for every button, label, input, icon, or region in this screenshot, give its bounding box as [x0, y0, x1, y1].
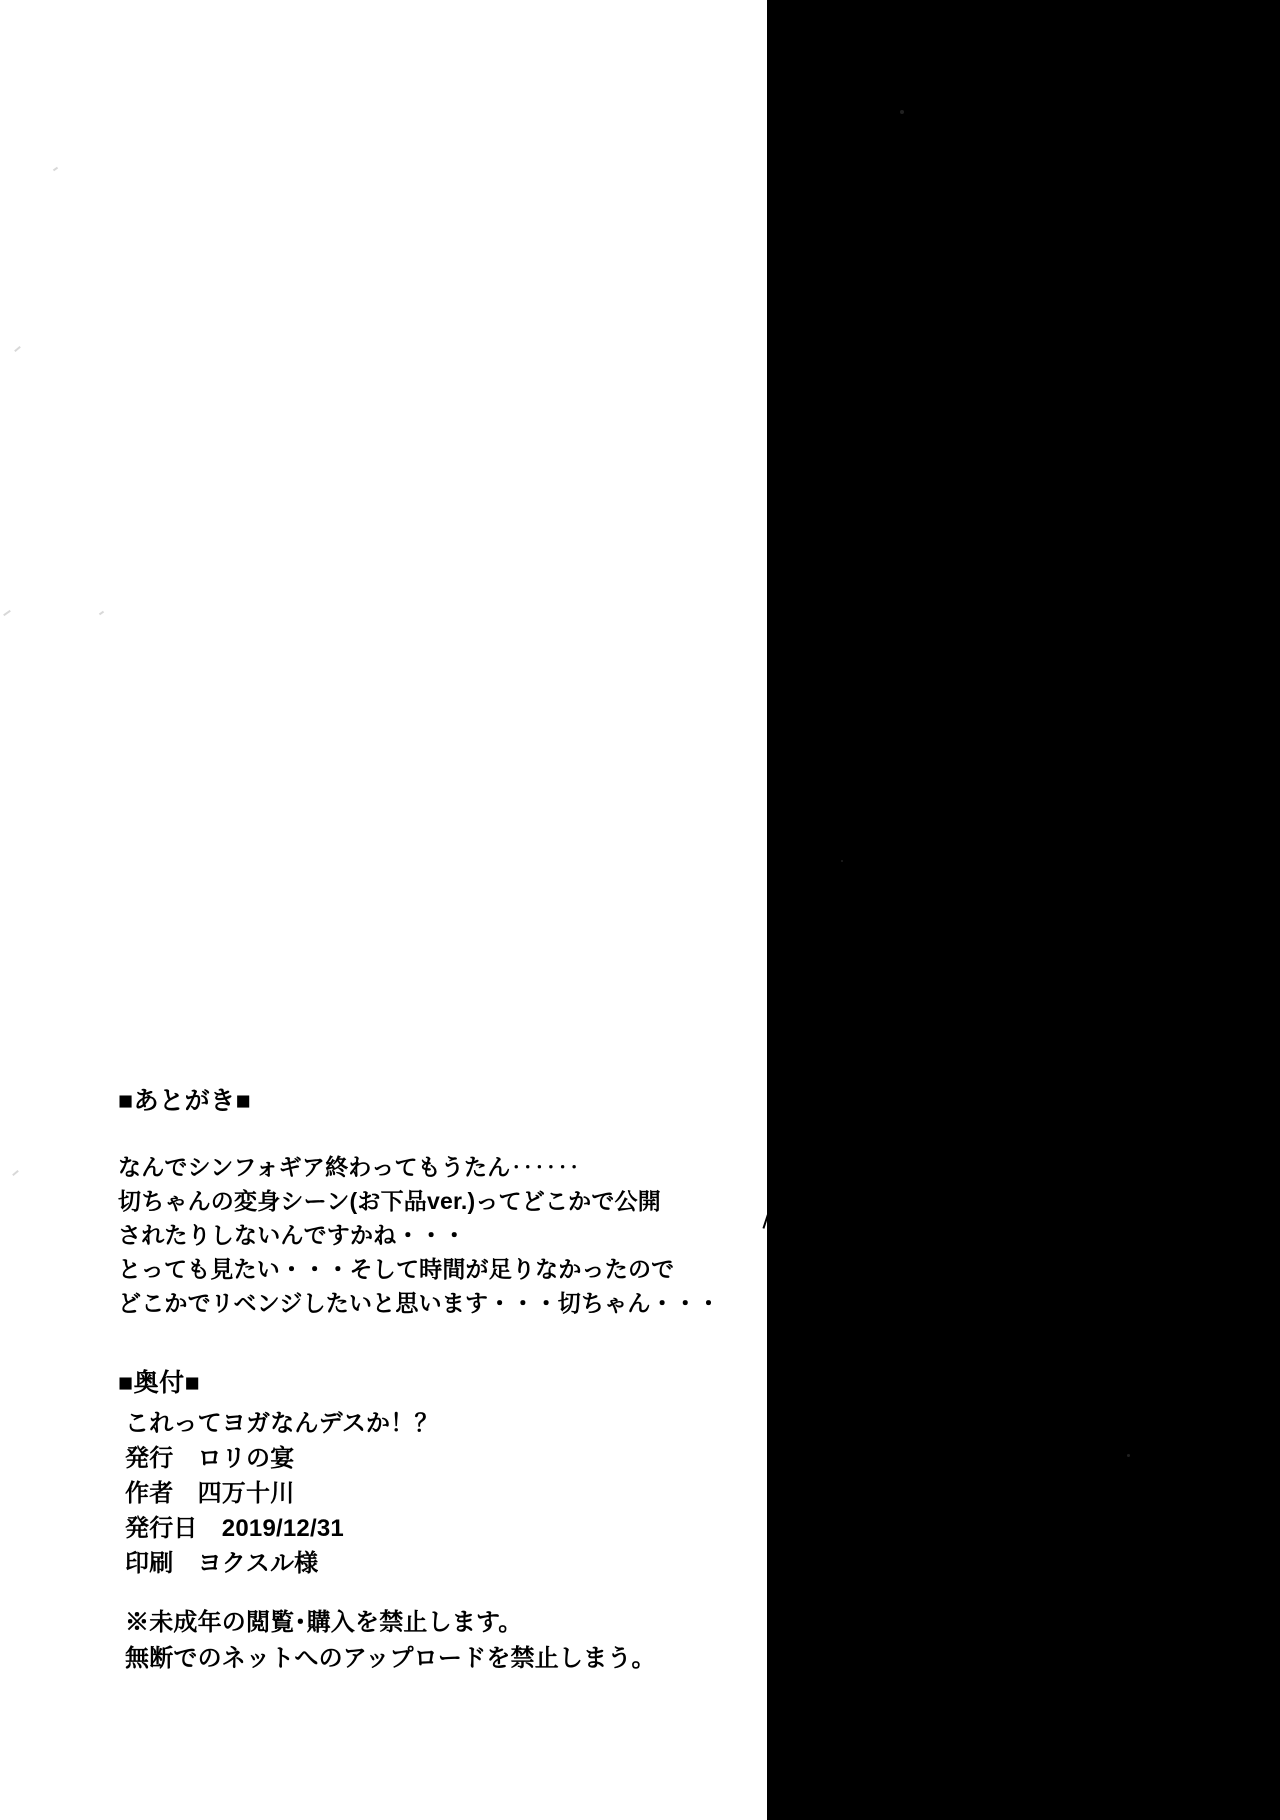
colophon-publish-date: 発行日 2019/12/31	[125, 1515, 344, 1542]
afterword-section	[118, 1086, 758, 1320]
afterword-line-5: どこかでリベンジしたいと思います・・・切ちゃん・・・	[118, 1290, 721, 1316]
afterword-line-2: 切ちゃんの変身シーン(お下品ver.)ってどこかで公開	[118, 1188, 661, 1214]
notice-minors: ※未成年の閲覧･購入を禁止します。	[125, 1609, 523, 1636]
dust-speck	[841, 860, 843, 862]
page-blemish	[99, 611, 104, 616]
page-blemish	[53, 167, 58, 172]
spacer	[118, 1581, 758, 1605]
notice-upload: 無断でのネットへのアップロードを禁止しまう。	[125, 1645, 656, 1672]
colophon-printer: 印刷 ヨクスル様	[125, 1550, 319, 1577]
page-blemish	[14, 346, 21, 352]
page-gutter-black	[767, 0, 1280, 1820]
dust-speck	[1127, 1454, 1130, 1457]
page-blemish	[3, 610, 11, 616]
colophon-heading: ■奥付■	[118, 1369, 201, 1397]
colophon-publisher: 発行 ロリの宴	[125, 1445, 295, 1472]
afterword-heading: ■あとがき■	[118, 1087, 252, 1115]
afterword-line-3: されたりしないんですかね・・・	[118, 1222, 466, 1248]
page-blemish	[12, 1170, 19, 1176]
afterword-line-4: とっても見たい・・・そして時間が足りなかったので	[118, 1256, 675, 1282]
colophon-author: 作者 四万十川	[125, 1480, 295, 1507]
colophon-section	[118, 1368, 758, 1677]
dust-speck	[900, 110, 904, 114]
afterword-line-1: なんでシンフォギア終わってもうたん‥‥‥	[118, 1154, 581, 1180]
colophon-title: これってヨガなんデスか！？	[125, 1410, 439, 1437]
